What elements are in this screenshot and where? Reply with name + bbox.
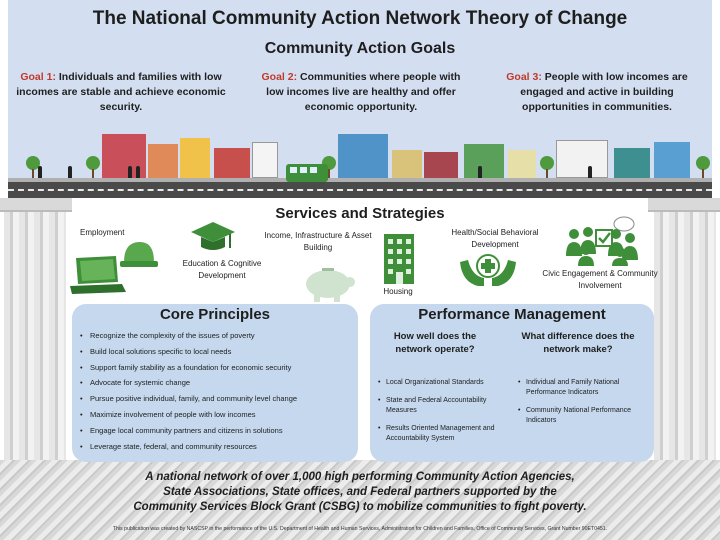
list-item: • Support family stability as a foundation for economic security [80, 360, 355, 376]
apartment-building-icon [382, 232, 416, 284]
building [556, 140, 608, 178]
footer-statement [0, 470, 720, 515]
list-item: • Recognize the complexity of the issues of poverty [80, 328, 355, 344]
header-band [8, 0, 712, 134]
tree-icon [86, 156, 100, 178]
goal-2-text: Communities where people with low incomes live are healthy and offer economic opportunity. [266, 71, 461, 113]
list-item: • Pursue positive individual, family, and community level change [80, 391, 355, 407]
performance-question-difference: What difference does the network make? [521, 331, 635, 355]
core-principles-list [80, 328, 355, 454]
goal-3-label: Goal 3: [506, 71, 542, 83]
list-item: • Build local solutions specific to local needs [80, 344, 355, 360]
hard-hat-icon [118, 236, 158, 272]
building [424, 152, 458, 178]
tree-icon [696, 156, 710, 178]
list-item: • Advocate for systemic change [80, 375, 355, 391]
town-illustration [8, 134, 712, 198]
goal-2-label: Goal 2: [261, 71, 298, 83]
footer-line-2: State Associations, State offices, and Federal partners supported by the [163, 486, 557, 498]
building [252, 142, 278, 178]
graduation-cap-icon [190, 220, 236, 254]
goal-2 [256, 70, 466, 115]
service-education: Education & Cognitive Development [182, 259, 262, 280]
goal-1-text: Individuals and families with low incomes are stable and achieve economic security. [16, 71, 226, 113]
building [508, 150, 536, 178]
community-people-icon [562, 216, 642, 266]
tree-icon [540, 156, 554, 178]
service-civic: Civic Engagement & Community Involvement [542, 269, 658, 290]
footer-line-3: Community Services Block Grant (CSBG) to mobilize communities to fight poverty. [133, 501, 587, 513]
list-item: • Engage local community partners and citizens in solutions [80, 423, 355, 439]
right-pillar [654, 198, 716, 460]
service-housing: Housing [383, 287, 413, 296]
goal-1 [16, 70, 226, 115]
core-principles-heading: Core Principles [159, 306, 271, 323]
building [614, 148, 650, 178]
list-item: • Leverage state, federal, and community resources [80, 439, 355, 455]
building [392, 150, 422, 178]
list-item: • Individual and Family National Performance Indicators [518, 378, 650, 398]
building [214, 148, 250, 178]
publication-credit: This publication was created by NASCSP in the performance of the U.S. Department of Health and Human Services, Administration for Children and Families, Office of Community Services, Grant Number 90ET0451. [112, 526, 608, 532]
performance-management-panel [370, 304, 654, 462]
performance-question-operate: How well does the network operate? [393, 331, 477, 355]
goals-heading: Community Action Goals [264, 40, 456, 57]
difference-measures-list [518, 378, 650, 434]
core-principles-panel [72, 304, 358, 462]
building [654, 142, 690, 178]
list-item: • Maximize involvement of people with low incomes [80, 407, 355, 423]
building [338, 134, 388, 178]
service-income: Income, Infrastructure & Asset Building [264, 231, 372, 252]
piggy-bank-icon [300, 264, 356, 302]
building [464, 144, 504, 178]
road-line [8, 189, 712, 191]
footer-line-1: A national network of over 1,000 high performing Community Action Agencies, [145, 471, 575, 483]
left-pillar [4, 198, 66, 460]
operate-measures-list [378, 378, 506, 452]
goal-1-label: Goal 1: [20, 71, 56, 83]
service-employment: Employment [80, 228, 125, 237]
performance-heading: Performance Management [418, 306, 606, 323]
health-hands-icon [458, 252, 518, 290]
building [180, 138, 210, 178]
goal-3 [492, 70, 702, 115]
list-item: • Community National Performance Indicators [518, 406, 650, 426]
service-health: Health/Social Behavioral Development [451, 228, 539, 249]
building [148, 144, 178, 178]
page-title: The National Community Action Network Theory of Change [92, 8, 628, 29]
goal-3-text: People with low incomes are engaged and active in building opportunities in communities. [520, 71, 688, 113]
list-item: • Results Oriented Management and Accountability System [378, 424, 506, 444]
bus-icon [286, 164, 328, 182]
services-heading: Services and Strategies [275, 205, 445, 222]
list-item: • State and Federal Accountability Measures [378, 396, 506, 416]
list-item: • Local Organizational Standards [378, 378, 506, 388]
